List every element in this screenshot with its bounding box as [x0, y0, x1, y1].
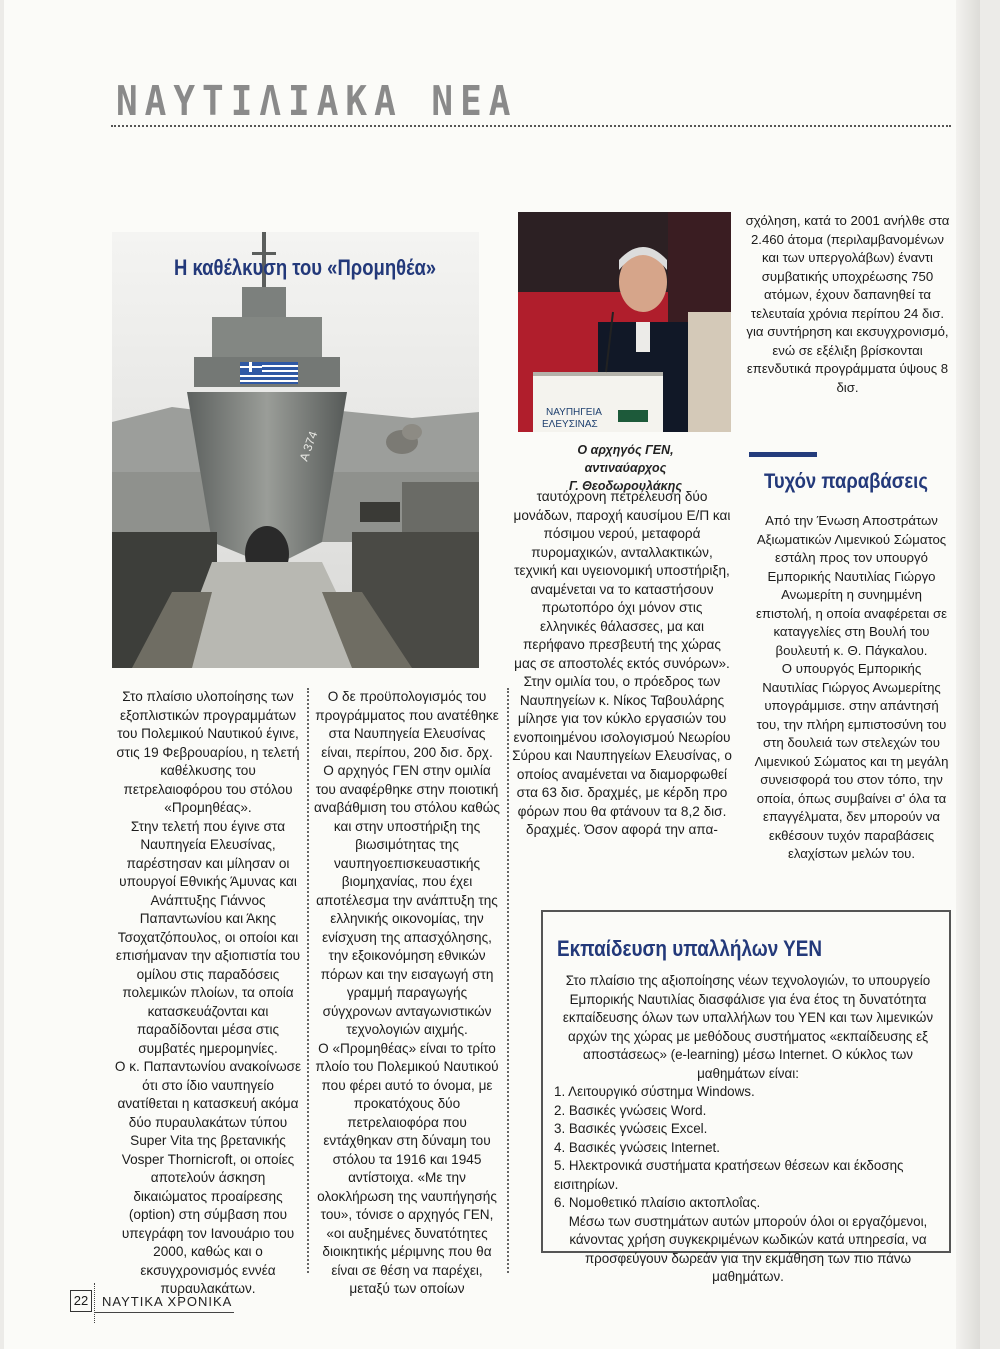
side-article-body [754, 512, 949, 864]
page-number: 22 [70, 1290, 92, 1312]
course-item: 4. Βασικές γνώσεις Internet. [554, 1139, 720, 1155]
hull-number: A 374 [296, 429, 321, 464]
paragraph: ταυτόχρονη πετρέλευση δύο μονάδων, παροχή καυσίμου Ε/Π και πόσιμου νερού, μεταφορά πυρομαχικών, ανταλλακτικών, τεχνική και υγειονομική υποστήριξη, αναμένεται να το καταστήσουν πρωτοπόρο όχι μόνον στις ελληνικές θάλασσες, μα και περήφανο πρεσβευτή της χώρας μας σε αποστολές εκτός συνόρων». [513, 489, 731, 671]
publication-name: ΝΑΥΤΙΚΑ ΧΡΟΝΙΚΑ [102, 1294, 233, 1309]
course-item: 6. Νομοθετικό πλαίσιο ακτοπλοΐας. [554, 1195, 761, 1210]
title-divider [111, 125, 951, 127]
paragraph: Ο κ. Παπαντωνίου ανακοίνωσε ότι στο ίδιο ναυπηγείο ανατίθεται η κατασκευή ακόμα δύο πυραυλακάτων τύπου Super Vita της βρετανικής Vosper Thornicroft, οι οποίες αποτελούν άσκηση δικαιώματος προαίρεσης (option) στη σύμβαση που υπεγράφη τον Ιανουάριο του 2000, καθώς και ο εκσυγχρονισμός εννέα πυραυλακάτων. [114, 1059, 302, 1296]
article-column-3 [512, 488, 732, 840]
photo-caption [538, 441, 713, 495]
side-headline: Τυχόν παραβάσεις [764, 470, 928, 493]
paragraph: Ο υπουργός Εμπορικής Ναυτιλίας Γιώργος Ανωμερίτης υπογράμμισε. στην απάντησή του, την πλήρη εμπιστοσύνη του στη δουλειά των στελεχών του Λιμενικού Σώματος και τη μεγάλη συνεισφορά του στον τόπο, την οποία, όπως συμβαίνει σ' όλα τα επαγγέλματα, δεν μπορούν να εκθέσουν τυχόν παραβάσεις ελαχίστων μελών του. [754, 661, 949, 861]
podium-sign-line1: ΝΑΥΠΗΓΕΙΑ [546, 407, 602, 418]
paragraph: Από την Ένωση Αποστράτων Αξιωματικών Λιμενικού Σώματος εστάλη προς τον υπουργό Εμπορικής Ναυτιλίας Γιώργο Ανωμερίτη η συνημμένη επιστολή, η οποία αναφέρεται σε καταγγελίες στη Βουλή του βουλευτή κ. Θ. Πάγκαλου. [756, 513, 947, 658]
paragraph: Στην τελετή που έγινε στα Ναυπηγεία Ελευσίνας, παρέστησαν και μίλησαν οι υπουργοί Εθνικής Άμυνας και Ανάπτυξης Γιάννος Παπαντωνίου και Άκης Τσοχατζόπουλος, οι οποίοι και επισήμαναν την αξιοπιστία του ομίλου στις παραδόσεις πολεμικών πλοίων, τα οποία κατασκευάζονται και παραδίδονται μέσα στις συμβατές ημερομηνίες. [115, 818, 301, 1056]
section-title: ΝΑΥΤΙΛΙΑΚΑ ΝΕΑ [116, 78, 518, 126]
training-outro: Μέσω των συστημάτων αυτών μπορούν όλοι οι εργαζόμενοι, κάνοντας χρήση συγκεκριμένων κωδικών κατά υπηρεσία, να προσφεύγουν δωρεάν για την εκμάθηση των πιο πάνω μαθημάτων. [568, 1213, 928, 1284]
main-headline: Η καθέλκυση του «Προμηθέα» [174, 255, 437, 280]
admiral-speech-photo [518, 212, 731, 432]
paragraph: Ο δε προϋπολογισμός του προγράμματος που ανατέθηκε στα Ναυπηγεία Ελευσίνας είναι, περίπου, 200 δισ. δρχ. [315, 689, 499, 760]
caption-line-1: Ο αρχηγός ΓΕΝ, αντιναύαρχος [577, 443, 674, 475]
course-item: 5. Ηλεκτρονικά συστήματα κρατήσεων θέσεων και έκδοσης εισιτηρίων. [554, 1158, 904, 1192]
paragraph: Ο «Προμηθέας» είναι το τρίτο πλοίο του Πολεμικού Ναυτικού που φέρει αυτό το όνομα, με προκατόχους δύο πετρελαιοφόρα που εντάχθηκαν στη δύναμη του στόλου τα 1916 και 1945 αντίστοιχα. «Με την ολοκλήρωση της ναυπήγησής του», τόνισε ο αρχηγός ΓΕΝ, «οι αυξημένες δυνατότητες διοικητικής μέριμνης που θα είναι σε θέση να παρέχει, μεταξύ των οποίων [315, 1040, 499, 1296]
caption-line-2: Γ. Θεοδωρουλάκης [568, 479, 683, 493]
paragraph: Στο πλαίσιο υλοποίησης των εξοπλιστικών προγραμμάτων του Πολεμικού Ναυτικού έγινε, στις 19 Φεβρουαρίου, η τελετή καθέλκυσης του πετρελαιοφόρου του στόλου «Προμηθέας». [116, 689, 300, 815]
training-box-body [554, 972, 942, 1287]
column-divider [307, 688, 309, 1273]
paragraph: Στην ομιλία του, ο πρόεδρος των Ναυπηγείων κ. Νίκος Ταβουλάρης μίλησε για τον κύκλο εργασιών του ενοποιημένου ισολογισμού Νεωρίου Σύρου και Ναυπηγείων Ελευσίνας, ο οποίος αναμένεται να διαμορφωθεί στα 63 δισ. δραχμές, με κέρδη προ φόρων που θα φτάνουν τα 8,2 δισ. δραχμές. Όσον αφορά την απα- [512, 674, 732, 837]
ship-launch-photo [112, 232, 479, 668]
side-headline-accent-bar [749, 452, 817, 457]
paragraph: Ο αρχηγός ΓΕΝ στην ομιλία του αναφέρθηκε στην ποιοτική αναβάθμιση του στόλου καθώς και στην υποστήριξη της βιωσιμότητας της ναυπηγοεπισκευαστικής βιομηχανίας, που έχει αποτέλεσμα την ανάπτυξη της ελληνικής οικονομίας, την ενίσχυση της απασχόλησης, την εξοικονόμηση εθνικών πόρων και την εισαγωγή στη γραμμή παραγωγής σύγχρονων ανταγωνιστικών τεχνολογιών αιχμής. [314, 763, 500, 1037]
article-column-2 [312, 688, 502, 1299]
magazine-page [4, 0, 980, 1349]
footer-divider [94, 1283, 95, 1323]
footer-rule [94, 1312, 234, 1313]
course-item: 2. Βασικές γνώσεις Word. [554, 1102, 707, 1118]
course-list [554, 1083, 942, 1213]
training-intro: Στο πλαίσιο της αξιοποίησης νέων τεχνολογιών, το υπουργείο Εμπορικής Ναυτιλίας διασφάλισε για ένα έτος τη δυνατότητα εκπαίδευσης όλων των υπαλλήλων του ΥΕΝ και των λιμενικών αρχών της χώρας με μεθόδους συστήματος «εκπαίδευσης εξ αποστάσεως» (e-learning) μέσω Internet. Ο κύκλος των μαθημάτων είναι: [562, 973, 934, 1081]
course-item: 1. Λειτουργικό σύστημα Windows. [554, 1084, 755, 1099]
podium-sign-line2: ΕΛΕΥΣΙΝΑΣ [542, 419, 598, 430]
article-column-1 [114, 688, 302, 1299]
column-divider [507, 688, 509, 1273]
paragraph: σχόληση, κατά το 2001 ανήλθε στα 2.460 άτομα (περιλαμβανομένων και των υπεργολάβων) έναντι συμβατικής υποχρέωσης 750 ατόμων, έχουν δαπανηθεί τα τελευταία χρόνια περίπου 24 δισ. για συντήρηση και εκσυγχρονισμό, ενώ σε εξέλιξη βρίσκονται επενδυτικά προγράμματα ύψους 8 δισ. [745, 213, 950, 395]
col4-continuation [744, 212, 951, 397]
training-box [541, 910, 951, 1284]
page-edge-shadow [956, 0, 980, 1349]
course-item: 3. Βασικές γνώσεις Excel. [554, 1121, 708, 1136]
training-box-title: Εκπαίδευση υπαλλήλων ΥΕΝ [557, 936, 823, 961]
